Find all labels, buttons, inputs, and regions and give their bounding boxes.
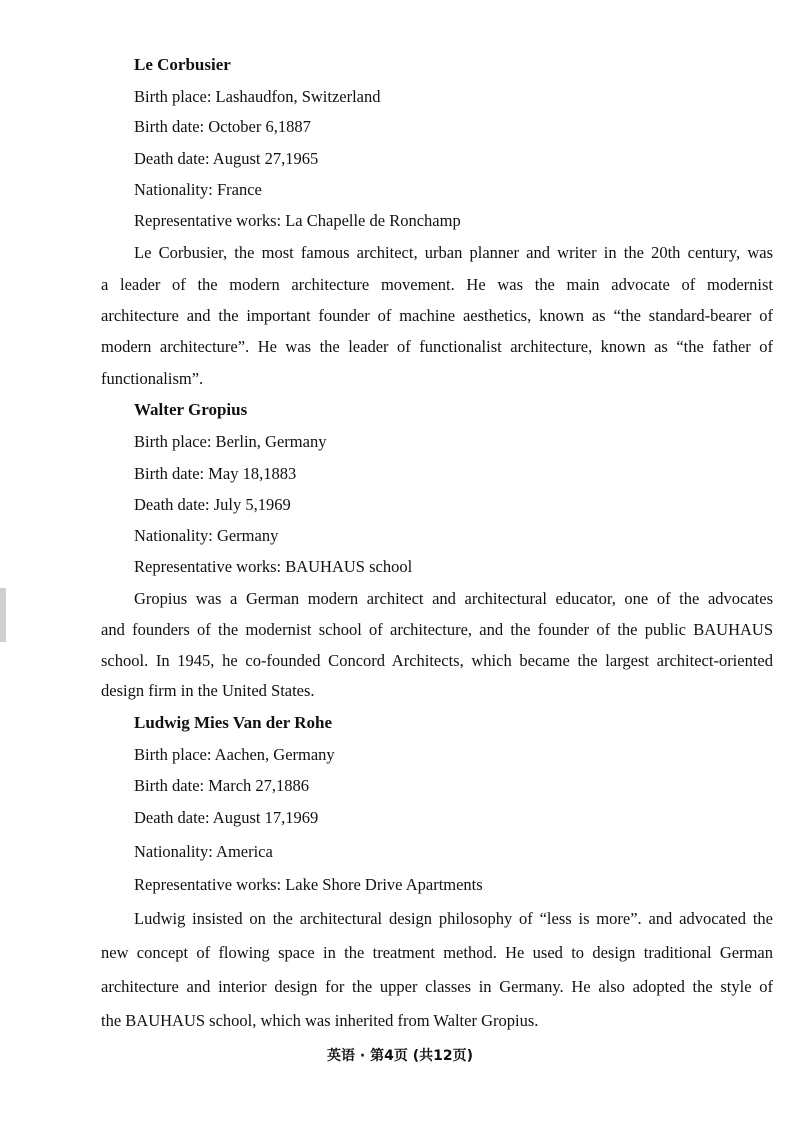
representative-works: Representative works: Lake Shore Drive Apartments [134,875,483,894]
representative-works: Representative works: La Chapelle de Ronchamp [134,211,461,230]
death-date: Death date: July 5,1969 [134,495,291,514]
death-date: Death date: August 27,1965 [134,149,319,168]
nationality: Nationality: Germany [134,526,279,545]
representative-works: Representative works: BAUHAUS school [134,557,413,576]
birth-place: Birth place: Aachen, Germany [134,745,335,764]
birth-place: Birth place: Lashaudfon, Switzerland [134,87,381,106]
bio-line: Le Corbusier, the most famous architect, urban planner and writer in the 20th century, was [134,243,773,262]
bio-line: modern architecture”. He was the leader of functionalist architecture, known as “the father of [101,337,773,356]
bio-line: school. In 1945, he co-founded Concord Architects, which became the largest architect-oriented [101,651,773,670]
death-date: Death date: August 17,1969 [134,808,319,827]
architect-name-walter-gropius: Walter Gropius [134,400,248,419]
bio-line: design firm in the United States. [101,681,315,700]
bio-line: architecture and the important founder of machine aesthetics, known as “the standard-bearer of [101,306,773,325]
page-footer: 英语 · 第4页 (共12页) [327,1048,473,1064]
birth-date: Birth date: May 18,1883 [134,464,297,483]
architect-name-le-corbusier: Le Corbusier [134,55,231,74]
bio-line: functionalism”. [101,369,204,388]
birth-date: Birth date: March 27,1886 [134,776,310,795]
bio-line: Ludwig insisted on the architectural design philosophy of “less is more”. and advocated the [134,909,773,928]
bio-line: a leader of the modern architecture movement. He was the main advocate of modernist [101,275,773,294]
bio-line: new concept of flowing space in the treatment method. He used to design traditional German [101,943,773,962]
nationality: Nationality: America [134,842,273,861]
bio-line: and founders of the modernist school of architecture, and the founder of the public BAUHAUS [101,620,773,639]
birth-place: Birth place: Berlin, Germany [134,432,327,451]
architect-name-ludwig-mies-van-der-rohe: Ludwig Mies Van der Rohe [134,713,333,732]
bio-line: Gropius was a German modern architect and architectural educator, one of the advocates [134,589,773,608]
birth-date: Birth date: October 6,1887 [134,117,311,136]
bio-line: the BAUHAUS school, which was inherited from Walter Gropius. [101,1011,539,1030]
bio-line: architecture and interior design for the upper classes in Germany. He also adopted the style of [101,977,773,996]
nationality: Nationality: France [134,180,262,199]
